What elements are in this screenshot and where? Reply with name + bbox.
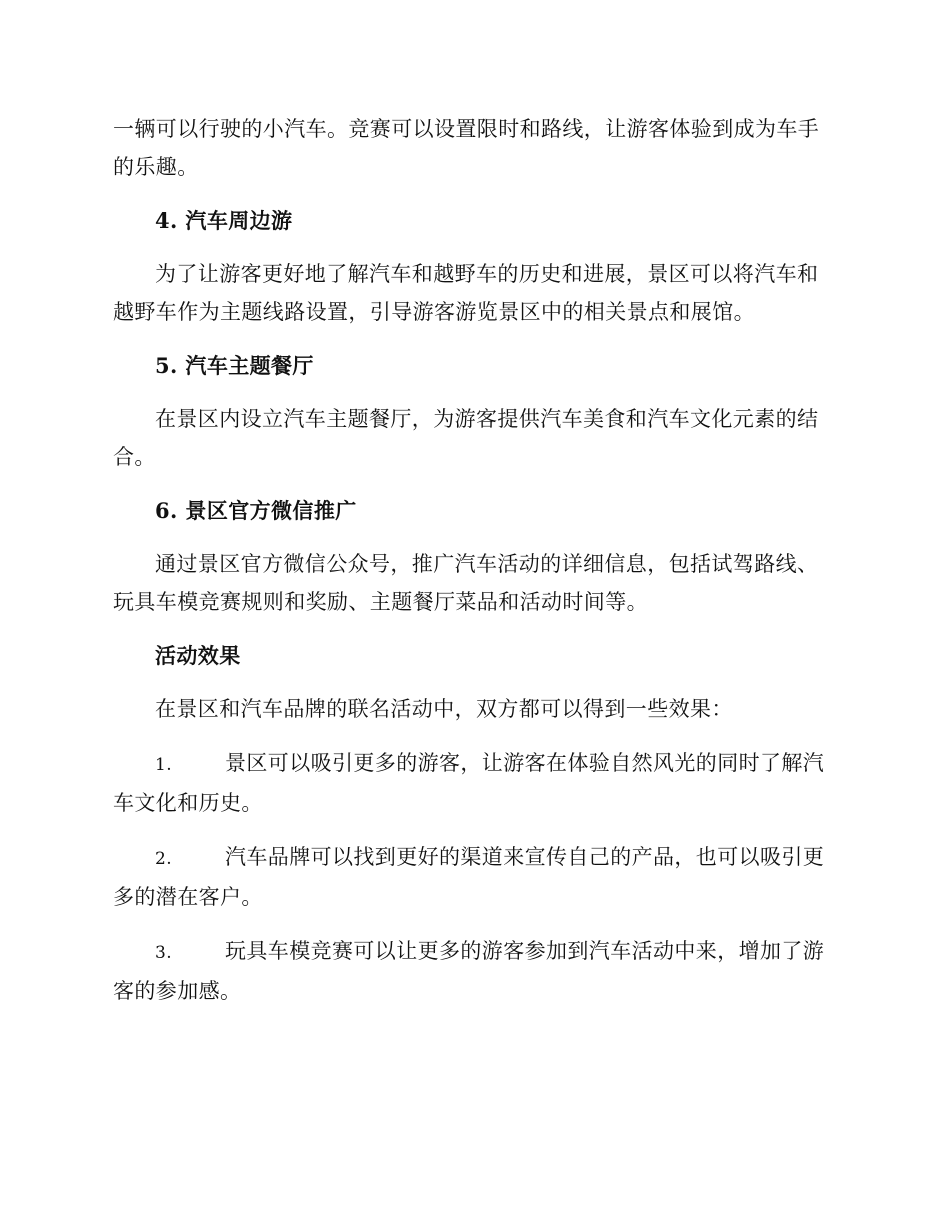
effects-intro: 在景区和汽车品牌的联名活动中，双方都可以得到一些效果： <box>155 697 733 721</box>
list-item <box>113 744 833 822</box>
document-body <box>113 110 833 1026</box>
list-item <box>113 838 833 916</box>
list-text: 景区可以吸引更多的游客，让游客在体验自然风光的同时了解汽车文化和历史。 <box>113 751 825 815</box>
list-number: 1. <box>155 755 173 775</box>
list-number: 3. <box>155 943 173 963</box>
section-heading-tour: 4. 汽车周边游 <box>155 208 293 233</box>
list-text: 玩具车模竞赛可以让更多的游客参加到汽车活动中来，增加了游客的参加感。 <box>113 939 825 1003</box>
section-heading-wechat: 6. 景区官方微信推广 <box>155 498 357 523</box>
list-text: 汽车品牌可以找到更好的渠道来宣传自己的产品，也可以吸引更多的潜在客户。 <box>113 845 825 909</box>
section-body-restaurant: 在景区内设立汽车主题餐厅，为游客提供汽车美食和汽车文化元素的结合。 <box>113 407 819 469</box>
section-body-tour: 为了让游客更好地了解汽车和越野车的历史和进展，景区可以将汽车和越野车作为主题线路设置，引导游客游览景区中的相关景点和展馆。 <box>113 262 819 324</box>
list-item <box>113 932 833 1010</box>
section-body-wechat: 通过景区官方微信公众号，推广汽车活动的详细信息，包括试驾路线、玩具车模竞赛规则和奖励、主题餐厅菜品和活动时间等。 <box>113 552 819 614</box>
paragraph-continuation: 一辆可以行驶的小汽车。竞赛可以设置限时和路线，让游客体验到成为车手的乐趣。 <box>113 117 820 179</box>
section-heading-effects: 活动效果 <box>155 643 241 668</box>
section-heading-restaurant: 5. 汽车主题餐厅 <box>155 353 314 378</box>
list-number: 2. <box>155 849 173 869</box>
